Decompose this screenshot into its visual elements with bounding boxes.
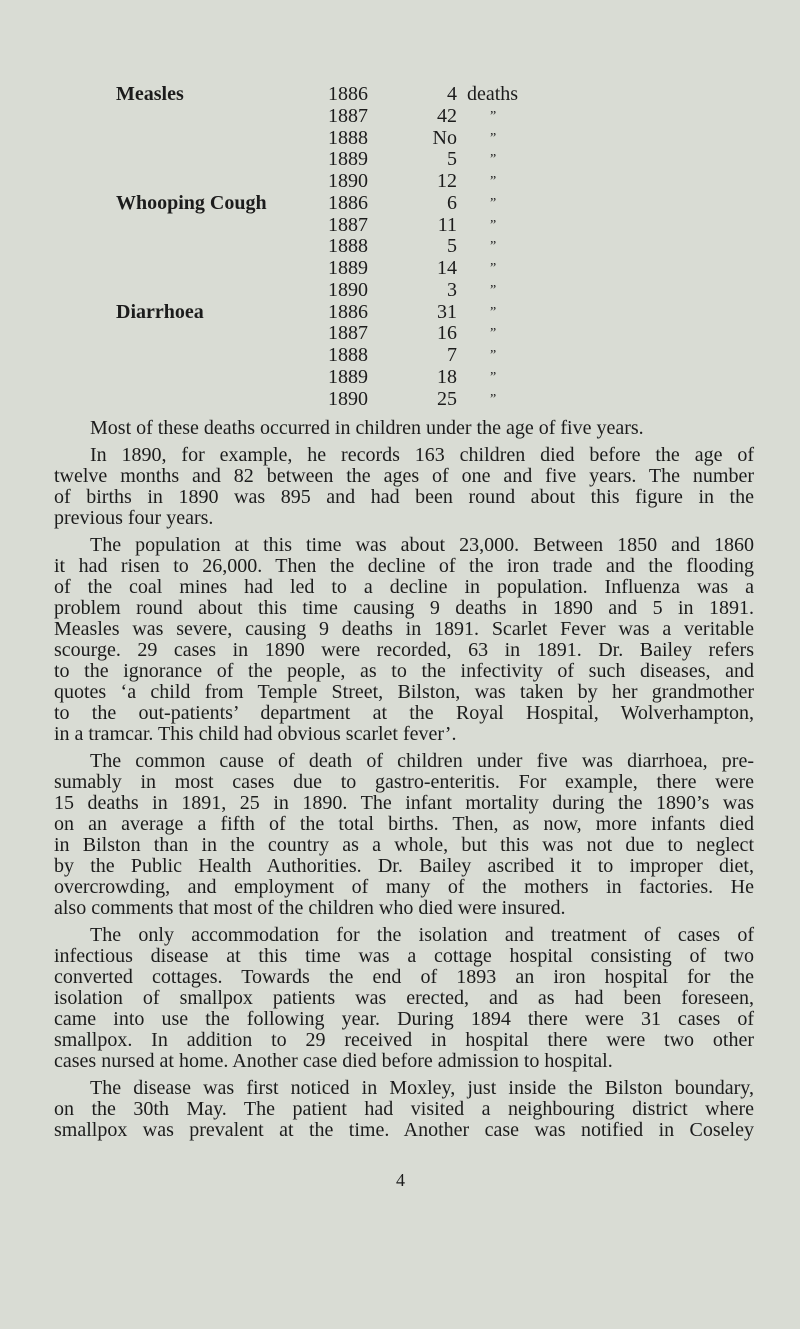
page-number: 4 — [396, 1170, 405, 1190]
table-row — [0, 106, 800, 128]
table-row — [0, 280, 800, 302]
text-line: isolation of smallpox patients was erected, and as had been foreseen, — [54, 987, 754, 1009]
deaths-count: 12 — [437, 170, 457, 192]
deaths-count: 4 — [447, 83, 457, 105]
table-row — [0, 389, 800, 411]
year-cell: 1886 — [328, 191, 368, 214]
paragraph — [54, 925, 754, 1072]
table-row — [0, 171, 800, 193]
disease-label: Whooping Cough — [116, 191, 267, 214]
table-row — [0, 193, 800, 215]
text-line: In 1890, for example, he records 163 children died before the age of — [90, 444, 754, 466]
text-line: cases nursed at home. Another case died before admission to hospital. — [54, 1050, 613, 1072]
text-line: by the Public Health Authorities. Dr. Bailey ascribed it to improper diet, — [54, 855, 754, 877]
paragraph — [54, 418, 754, 439]
table-row — [0, 236, 800, 258]
year-cell: 1886 — [328, 83, 368, 105]
text-line: Measles was severe, causing 9 deaths in 1891. Scarlet Fever was a veritable — [54, 618, 754, 640]
ditto-mark: ” — [490, 304, 497, 320]
deaths-count: No — [432, 126, 457, 149]
text-line: infectious disease at this time was a cottage hospital consisting of two — [54, 945, 754, 967]
table-row — [0, 258, 800, 280]
text-line: it had risen to 26,000. Then the decline of the iron trade and the flooding — [54, 555, 754, 577]
ditto-mark: ” — [490, 239, 497, 255]
deaths-count: 42 — [437, 104, 457, 127]
year-cell: 1889 — [328, 365, 368, 388]
deaths-count: 7 — [447, 344, 457, 366]
text-line: The population at this time was about 23,000. Between 1850 and 1860 — [90, 534, 754, 556]
text-line: 15 deaths in 1891, 25 in 1890. The infant mortality during the 1890’s was — [54, 792, 754, 814]
mortality-table — [0, 84, 800, 410]
paragraph — [54, 445, 754, 529]
ditto-mark: ” — [490, 326, 497, 342]
disease-label: Diarrhoea — [116, 300, 204, 323]
text-line: The only accommodation for the isolation and treatment of cases of — [90, 924, 754, 946]
ditto-mark: ” — [490, 369, 497, 385]
text-line: of the coal mines had led to a decline in population. Influenza was a — [54, 576, 754, 598]
text-line: of births in 1890 was 895 and had been round about this figure in the — [54, 486, 754, 508]
deaths-count: 25 — [437, 387, 457, 410]
year-cell: 1889 — [328, 148, 368, 171]
ditto-mark: ” — [490, 108, 497, 124]
year-cell: 1887 — [328, 213, 368, 236]
ditto-mark: ” — [490, 348, 497, 363]
deaths-count: 31 — [437, 300, 457, 323]
text-line: previous four years. — [54, 507, 214, 529]
year-cell: 1888 — [328, 344, 368, 366]
table-row — [0, 367, 800, 389]
ditto-mark: ” — [490, 195, 497, 211]
text-line: in Bilston than in the country as a whole, but this was not due to neglect — [54, 834, 754, 856]
year-cell: 1887 — [328, 104, 368, 127]
table-row — [0, 84, 800, 106]
deaths-count: 6 — [447, 191, 457, 214]
text-line: The disease was first noticed in Moxley, just inside the Bilston boundary, — [90, 1077, 754, 1099]
table-row — [0, 128, 800, 150]
deaths-count: 3 — [447, 278, 457, 301]
ditto-mark: ” — [490, 282, 497, 298]
text-line: came into use the following year. During 1894 there were 31 cases of — [54, 1008, 754, 1030]
text-line: quotes ‘a child from Temple Street, Bilston, was taken by her grandmother — [54, 681, 754, 703]
text-line: also comments that most of the children who died were insured. — [54, 897, 566, 919]
table-row — [0, 215, 800, 237]
year-cell: 1887 — [328, 322, 368, 345]
deaths-count: 16 — [437, 322, 457, 345]
year-cell: 1888 — [328, 126, 368, 149]
deaths-count: 5 — [447, 235, 457, 258]
ditto-mark: ” — [490, 130, 497, 146]
deaths-count: 18 — [437, 365, 457, 388]
ditto-mark: ” — [490, 152, 497, 168]
year-cell: 1888 — [328, 235, 368, 258]
year-cell: 1890 — [328, 278, 368, 301]
deaths-count: 11 — [437, 213, 457, 236]
table-row — [0, 302, 800, 324]
text-line: on an average a fifth of the total births. Then, as now, more infants died — [54, 813, 754, 835]
text-line: converted cottages. Towards the end of 1893 an iron hospital for the — [54, 966, 754, 988]
table-row — [0, 149, 800, 171]
text-line: sumably in most cases due to gastro-enteritis. For example, there were — [54, 771, 754, 793]
text-line: smallpox was prevalent at the time. Another case was notified in Coseley — [54, 1119, 754, 1141]
table-row — [0, 345, 800, 367]
ditto-mark: ” — [490, 174, 497, 189]
body-text — [54, 418, 754, 1147]
deaths-count: 14 — [437, 257, 457, 279]
table-row — [0, 323, 800, 345]
year-cell: 1886 — [328, 300, 368, 323]
text-line: overcrowding, and employment of many of the mothers in factories. He — [54, 876, 754, 898]
text-line: Most of these deaths occurred in children under the age of five years. — [90, 417, 644, 439]
unit-label: deaths — [467, 83, 519, 105]
paragraph — [54, 535, 754, 745]
ditto-mark: ” — [490, 391, 497, 407]
text-line: scourge. 29 cases in 1890 were recorded, 63 in 1891. Dr. Bailey refers — [54, 639, 754, 661]
text-line: on the 30th May. The patient had visited a neighbouring district where — [54, 1098, 754, 1120]
text-line: The common cause of death of children under five was diarrhoea, pre- — [90, 750, 754, 772]
paragraph — [54, 751, 754, 919]
year-cell: 1890 — [328, 387, 368, 410]
deaths-count: 5 — [447, 148, 457, 171]
text-line: to the out-patients’ department at the Royal Hospital, Wolverhampton, — [54, 702, 754, 724]
text-line: smallpox. In addition to 29 received in hospital there were two other — [54, 1029, 754, 1051]
ditto-mark: ” — [490, 261, 497, 276]
text-line: to the ignorance of the people, as to the infectivity of such diseases, and — [54, 660, 754, 682]
text-line: twelve months and 82 between the ages of one and five years. The number — [54, 465, 754, 487]
year-cell: 1890 — [328, 170, 368, 192]
text-line: in a tramcar. This child had obvious scarlet fever’. — [54, 723, 457, 745]
disease-label: Measles — [116, 83, 184, 105]
paragraph — [54, 1078, 754, 1141]
text-line: problem round about this time causing 9 deaths in 1890 and 5 in 1891. — [54, 597, 754, 619]
ditto-mark: ” — [490, 217, 497, 233]
year-cell: 1889 — [328, 257, 368, 279]
